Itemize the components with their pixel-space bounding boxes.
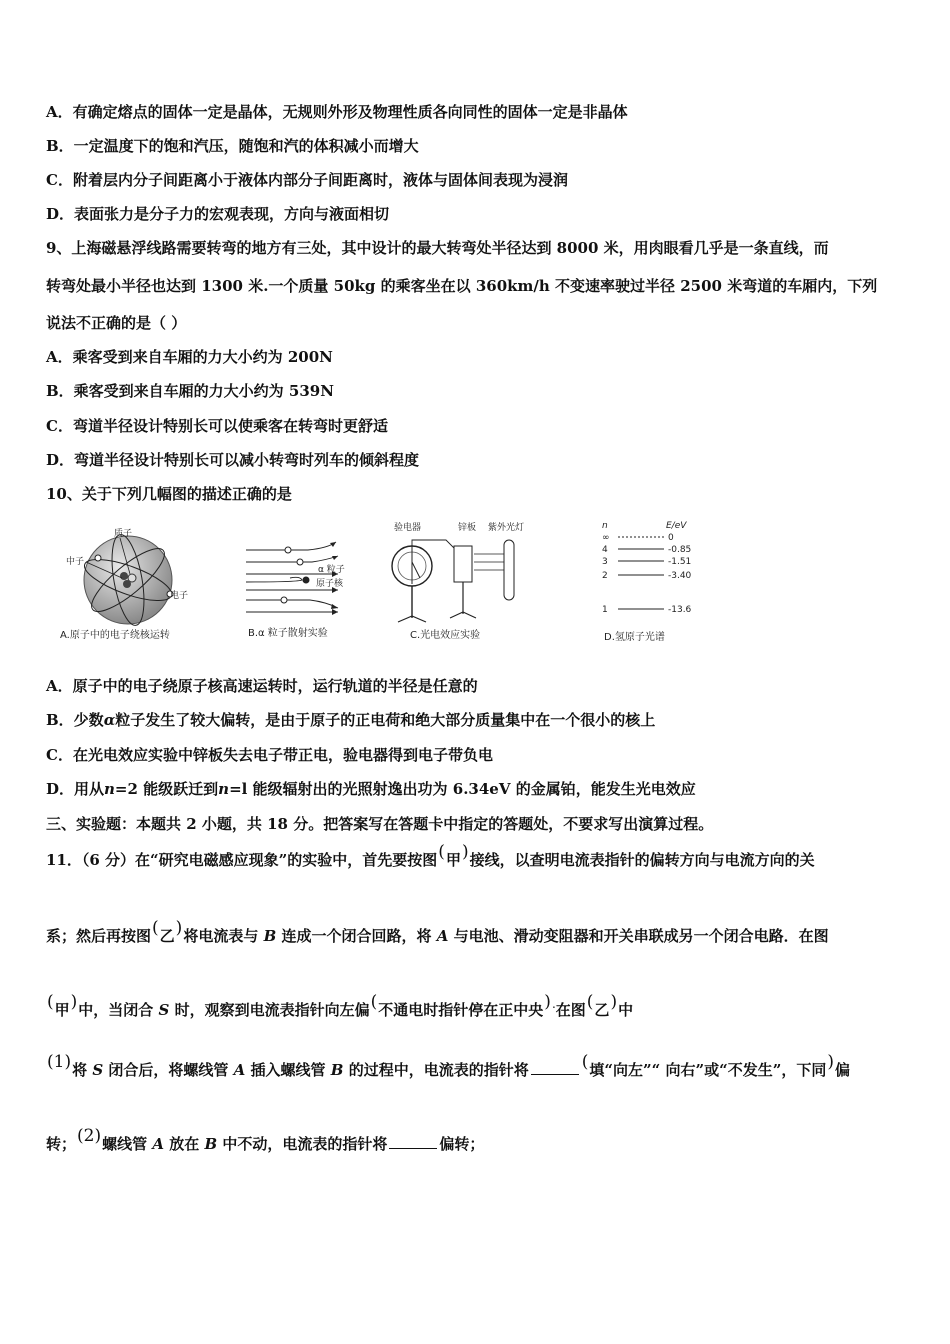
label-electron: 电子 — [170, 591, 189, 601]
label-energy: E/eV — [666, 521, 687, 531]
q10-option-a: A．原子中的电子绕原子核高速运转时，运行轨道的半径是任意的 — [46, 677, 478, 695]
level-e: 0 — [668, 533, 674, 543]
caption-b: B.α 粒子散射实验 — [248, 628, 328, 639]
nucleon — [123, 580, 131, 588]
q8-option-a: A．有确定熔点的固体一定是晶体，无规则外形及物理性质各向同性的固体一定是非晶体 — [46, 103, 628, 121]
q9-stem-line-2: 转弯处最小半径也达到 1300 米.一个质量 50kg 的乘客坐在以 360km/h 不变速率驶过半径 2500 米弯道的车厢内，下列 — [46, 277, 878, 295]
nucleon — [120, 572, 128, 580]
q11-line-5: 转；(2)螺线管 A 放在 B 中不动，电流表的指针将 偏转； — [46, 1126, 485, 1153]
level-e: -3.40 — [668, 571, 692, 581]
q10-option-d: D．用从n=2 能级跃迁到n=l 能级辐射出的光照射逸出功为 6.34eV 的金属铂，能发生光电效应 — [46, 780, 696, 798]
label-proton: 质子 — [114, 529, 133, 539]
figure-d-energy-levels — [598, 518, 708, 658]
figure-b-alpha-scattering — [238, 518, 368, 658]
caption-d: D.氢原子光谱 — [604, 632, 665, 643]
q10-stem: 10、关于下列几幅图的描述正确的是 — [46, 485, 292, 503]
q9-stem-line-3: 说法不正确的是（ ） — [46, 314, 187, 332]
label-neutron: 中子 — [66, 557, 85, 567]
label-nucleus: 原子核 — [316, 579, 344, 589]
label-uv-lamp: 紫外光灯 — [488, 523, 525, 533]
answer-blank-2[interactable] — [389, 1136, 437, 1149]
q10-option-b: B．少数α粒子发生了较大偏转，是由于原子的正电荷和绝大部分质量集中在一个很小的核上 — [46, 711, 656, 729]
label-alpha: α 粒子 — [318, 565, 345, 575]
electron-dot — [95, 555, 101, 561]
q8-option-c: C．附着层内分子间距离小于液体内部分子间距离时，液体与固体间表现为浸润 — [46, 171, 568, 189]
nucleus-dot — [303, 577, 310, 584]
label-electroscope: 验电器 — [394, 523, 422, 533]
zinc-plate — [454, 546, 472, 582]
level-e: -0.85 — [668, 545, 692, 555]
q10-option-c: C．在光电效应实验中锌板失去电子带正电，验电器得到电子带负电 — [46, 746, 493, 764]
q9-option-d: D．弯道半径设计特别长可以减小转弯时列车的倾斜程度 — [46, 451, 420, 469]
q10-figures — [58, 518, 708, 658]
q11-line-3: (甲)中，当闭合 S 时，观察到电流表指针向左偏(不通电时指针停在正中央).在图(乙)中 — [47, 992, 634, 1019]
level-e: -1.51 — [668, 557, 692, 567]
uv-lamp — [504, 540, 514, 600]
figure-a-atom — [58, 518, 208, 658]
q9-option-b: B．乘客受到来自车厢的力大小约为 539N — [46, 382, 334, 400]
q8-option-d: D．表面张力是分子力的宏观表现，方向与液面相切 — [46, 205, 390, 223]
figure-c-photoelectric — [386, 518, 536, 658]
caption-c: C.光电效应实验 — [410, 630, 481, 641]
level-n: ∞ — [602, 533, 610, 543]
q9-option-a: A．乘客受到来自车厢的力大小约为 200N — [46, 348, 333, 366]
answer-blank-1[interactable] — [531, 1062, 579, 1075]
label-zinc-plate: 锌板 — [458, 523, 477, 533]
label-n: n — [602, 521, 608, 531]
q11-line-1: 11．（6 分）在“研究电磁感应现象”的实验中，首先要按图(甲)接线，以查明电流表指针的偏转方向与电流方向的关 — [46, 842, 815, 869]
section-3-heading: 三、实验题：本题共 2 小题，共 18 分。把答案写在答题卡中指定的答题处，不要求写出演算过程。 — [46, 815, 714, 833]
q8-option-b: B．一定温度下的饱和汽压，随饱和汽的体积减小而增大 — [46, 137, 419, 155]
caption-a: A.原子中的电子绕核运转 — [60, 630, 170, 641]
level-n: 4 — [602, 545, 608, 555]
q11-line-2: 系；然后再按图(乙)将电流表与 B 连成一个闭合回路，将 A 与电池、滑动变阻器和开关串联成另一个闭合电路．在图 — [46, 918, 829, 945]
q11-line-4: (1)将 S 闭合后，将螺线管 A 插入螺线管 B 的过程中，电流表的指针将 (填“向左”“ 向右”或“不发生”，下同)偏 — [47, 1052, 851, 1079]
level-n: 3 — [602, 557, 608, 567]
level-e: -13.6 — [668, 605, 692, 615]
q9-option-c: C．弯道半径设计特别长可以使乘客在转弯时更舒适 — [46, 417, 388, 435]
q9-stem-line-1: 9、上海磁悬浮线路需要转弯的地方有三处，其中设计的最大转弯处半径达到 8000 米，用肉眼看几乎是一条直线，而 — [46, 239, 829, 257]
level-n: 1 — [602, 605, 608, 615]
level-n: 2 — [602, 571, 608, 581]
